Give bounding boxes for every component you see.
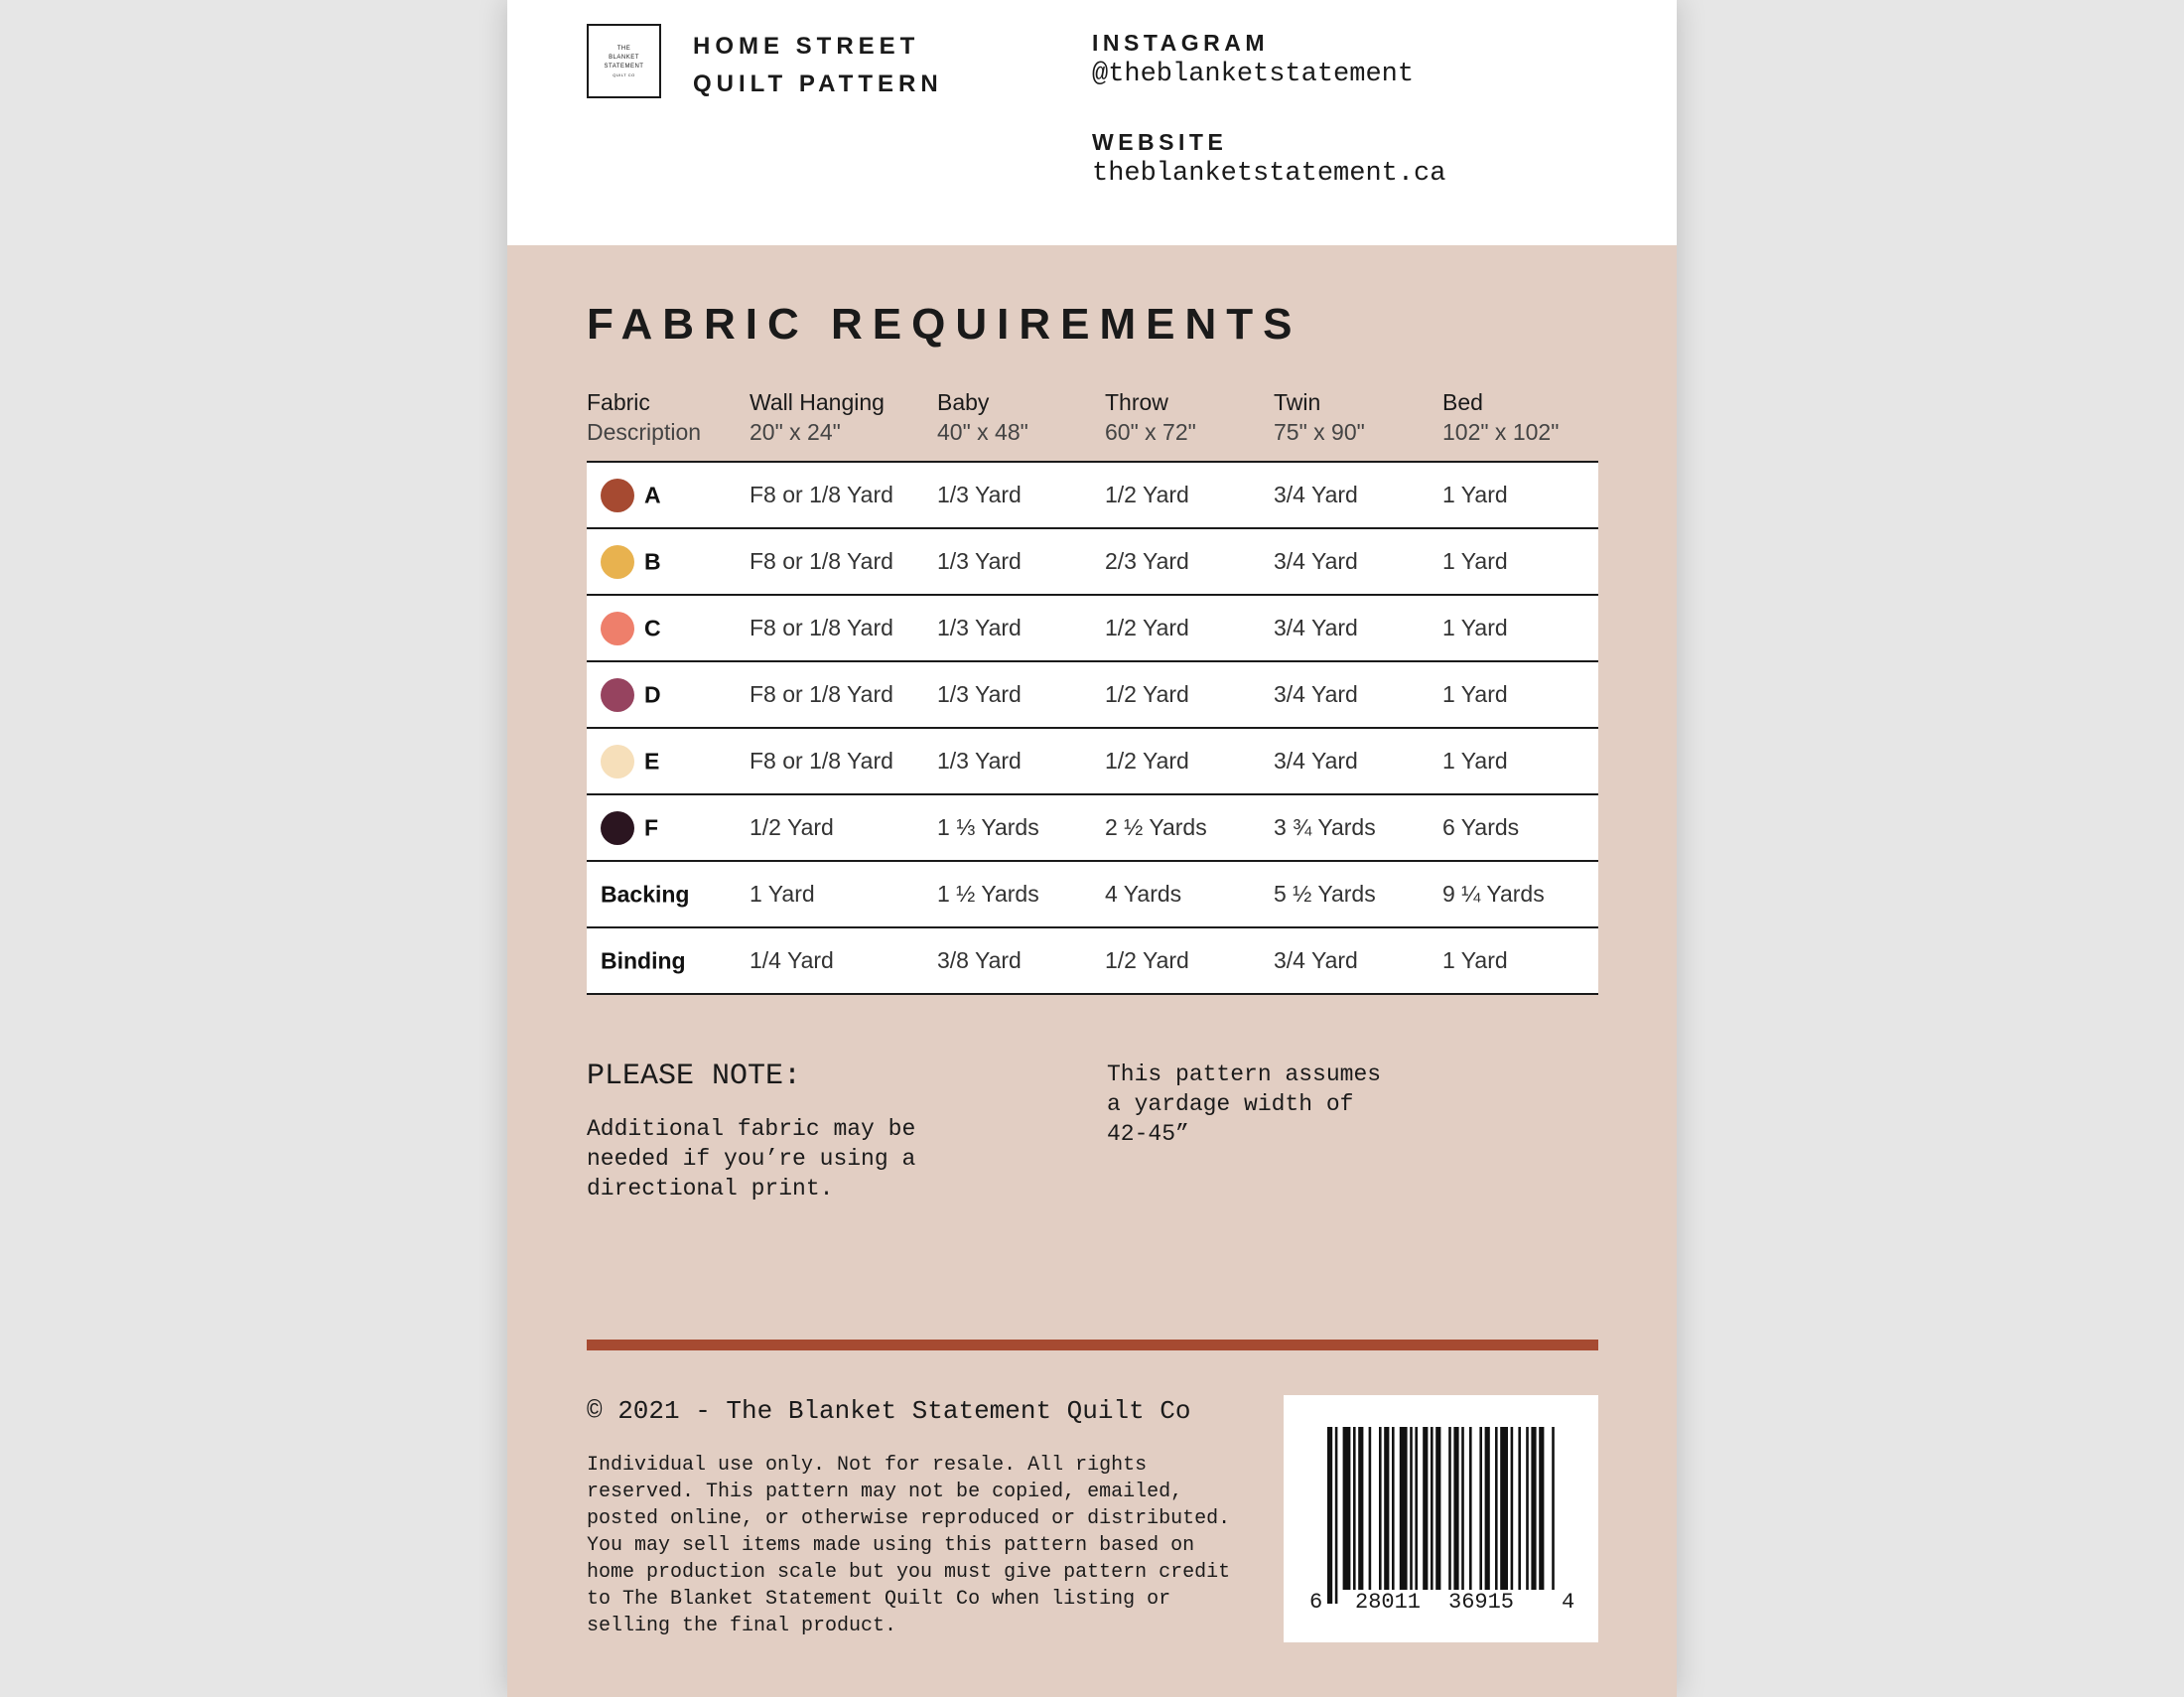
table-row bbox=[587, 728, 1598, 794]
yardage-cell: 3/8 Yard bbox=[937, 947, 1022, 973]
yardage-cell: 1 Yard bbox=[1442, 482, 1508, 507]
fabric-label-cell bbox=[587, 861, 750, 927]
column-header bbox=[937, 387, 1105, 462]
color-swatch bbox=[601, 811, 634, 845]
color-swatch bbox=[601, 678, 634, 712]
barcode-right-digits: 36915 bbox=[1448, 1590, 1515, 1615]
fabric-label-cell bbox=[587, 927, 750, 994]
column-header-size: 40" x 48" bbox=[937, 419, 1028, 445]
yardage-cell: 1/3 Yard bbox=[937, 748, 1022, 774]
fabric-label-cell bbox=[587, 595, 750, 661]
pattern-card bbox=[507, 0, 1677, 1697]
barcode bbox=[1284, 1395, 1598, 1642]
barcode-bar bbox=[1343, 1427, 1351, 1590]
yardage-cell: 1/2 Yard bbox=[1105, 748, 1189, 774]
barcode-bar bbox=[1469, 1427, 1472, 1590]
logo-line: THE bbox=[616, 45, 631, 52]
yardage-cell: 1 Yard bbox=[1442, 947, 1508, 973]
color-swatch bbox=[601, 479, 634, 512]
yardage-cell: 9 ¼ Yards bbox=[1442, 881, 1545, 907]
yardage-cell: 3 ¾ Yards bbox=[1274, 814, 1376, 840]
table-header-row bbox=[587, 387, 1598, 462]
fabric-label-cell bbox=[587, 728, 750, 794]
yardage-cell: 1 Yard bbox=[750, 881, 815, 907]
table-body bbox=[587, 462, 1598, 994]
barcode-bar bbox=[1453, 1427, 1458, 1590]
instagram-label: INSTAGRAM bbox=[1092, 30, 1270, 56]
barcode-bar bbox=[1400, 1427, 1408, 1590]
barcode-bar bbox=[1353, 1427, 1356, 1590]
column-header bbox=[1274, 387, 1442, 462]
fabric-label: Binding bbox=[601, 947, 686, 974]
website-label: WEBSITE bbox=[1092, 129, 1228, 155]
divider-rule bbox=[587, 1340, 1598, 1350]
yardage-cell: F8 or 1/8 Yard bbox=[750, 548, 893, 574]
yardage-cell: 1/2 Yard bbox=[1105, 482, 1189, 507]
column-header-title: Wall Hanging bbox=[750, 389, 885, 415]
fabric-label-cell bbox=[587, 661, 750, 728]
yardage-cell: 6 Yards bbox=[1442, 814, 1520, 840]
note-body: Additional fabric may be needed if you’re using a directional print. bbox=[587, 1116, 916, 1202]
instagram-handle[interactable]: @theblanketstatement bbox=[1092, 60, 1415, 89]
yardage-cell: 1/2 Yard bbox=[750, 814, 834, 840]
column-header-size: Description bbox=[587, 419, 702, 445]
yardage-cell: 1 ⅓ Yards bbox=[937, 814, 1039, 840]
column-header-title: Bed bbox=[1442, 389, 1483, 415]
yardage-cell: 1 Yard bbox=[1442, 681, 1508, 707]
column-header-title: Fabric bbox=[587, 389, 650, 415]
pattern-name bbox=[693, 28, 943, 103]
yardage-cell: 1 Yard bbox=[1442, 615, 1508, 640]
barcode-bar bbox=[1379, 1427, 1382, 1590]
fabric-label: Backing bbox=[601, 881, 690, 908]
column-header-size: 75" x 90" bbox=[1274, 419, 1365, 445]
website-link[interactable]: theblanketstatement.ca bbox=[1092, 159, 1446, 189]
column-header bbox=[587, 387, 750, 462]
fabric-requirements-table bbox=[587, 387, 1598, 995]
yardage-cell: F8 or 1/8 Yard bbox=[750, 615, 893, 640]
table-row bbox=[587, 861, 1598, 927]
color-swatch bbox=[601, 545, 634, 579]
column-header-size: 60" x 72" bbox=[1105, 419, 1196, 445]
barcode-bar bbox=[1327, 1427, 1332, 1604]
yardage-cell: 1/2 Yard bbox=[1105, 681, 1189, 707]
column-header-title: Twin bbox=[1274, 389, 1321, 415]
column-header bbox=[750, 387, 937, 462]
barcode-bar bbox=[1461, 1427, 1464, 1590]
barcode-bar bbox=[1448, 1427, 1451, 1604]
barcode-bars bbox=[1284, 1395, 1598, 1642]
yardage-cell: 2 ½ Yards bbox=[1105, 814, 1207, 840]
yardage-cell: 1 Yard bbox=[1442, 548, 1508, 574]
header bbox=[507, 0, 1677, 245]
yardage-cell: F8 or 1/8 Yard bbox=[750, 748, 893, 774]
table-row bbox=[587, 528, 1598, 595]
table-row bbox=[587, 595, 1598, 661]
barcode-first-digit: 6 bbox=[1309, 1590, 1323, 1615]
yardage-cell: 5 ½ Yards bbox=[1274, 881, 1376, 907]
barcode-bar bbox=[1384, 1427, 1389, 1590]
fabric-label: E bbox=[644, 748, 660, 774]
barcode-bar bbox=[1423, 1427, 1428, 1590]
barcode-bar bbox=[1431, 1427, 1433, 1590]
yardage-cell: 1 Yard bbox=[1442, 748, 1508, 774]
column-header-size: 20" x 24" bbox=[750, 419, 841, 445]
yardage-cell: 1/4 Yard bbox=[750, 947, 834, 973]
fabric-label-cell bbox=[587, 794, 750, 861]
fabric-label: A bbox=[644, 482, 661, 507]
logo-line: BLANKET bbox=[609, 54, 639, 61]
column-header-title: Throw bbox=[1105, 389, 1168, 415]
yardage-cell: 1/3 Yard bbox=[937, 681, 1022, 707]
barcode-last-digit: 4 bbox=[1562, 1590, 1575, 1615]
legal-text: Individual use only. Not for resale. All rights reserved. This pattern may not be copied, emailed, posted online, or otherwise reproduced or distributed. You may sell items made using this pattern based on home production scale but you must give pattern credit to The Blanket Statement Quilt Co when listing or selling the final product. bbox=[587, 1454, 1231, 1637]
fabric-label-cell bbox=[587, 462, 750, 528]
barcode-bar bbox=[1479, 1427, 1482, 1590]
table-row bbox=[587, 661, 1598, 728]
table-row bbox=[587, 794, 1598, 861]
barcode-bar bbox=[1335, 1427, 1338, 1604]
column-header bbox=[1442, 387, 1598, 462]
logo-line: QUILT CO bbox=[613, 71, 635, 77]
barcode-left-digits: 28011 bbox=[1355, 1590, 1422, 1615]
section-title: FABRIC REQUIREMENTS bbox=[587, 300, 1302, 349]
barcode-bar bbox=[1392, 1427, 1395, 1590]
barcode-bar bbox=[1435, 1427, 1440, 1590]
table-row bbox=[587, 462, 1598, 528]
fabric-label-cell bbox=[587, 528, 750, 595]
barcode-bar bbox=[1531, 1427, 1536, 1590]
barcode-bar bbox=[1358, 1427, 1363, 1590]
yardage-cell: 3/4 Yard bbox=[1274, 681, 1358, 707]
barcode-bar bbox=[1500, 1427, 1508, 1590]
yardage-cell: 3/4 Yard bbox=[1274, 615, 1358, 640]
column-header bbox=[1105, 387, 1274, 462]
contact-info bbox=[1092, 27, 1445, 190]
note-title: PLEASE NOTE: bbox=[587, 1060, 802, 1093]
column-header-size: 102" x 102" bbox=[1442, 419, 1560, 445]
barcode-bar bbox=[1410, 1427, 1413, 1590]
yardage-cell: 4 Yards bbox=[1105, 881, 1182, 907]
logo-line: STATEMENT bbox=[604, 63, 644, 70]
yardage-cell: 2/3 Yard bbox=[1105, 548, 1189, 574]
yardage-cell: F8 or 1/8 Yard bbox=[750, 681, 893, 707]
yardage-cell: 3/4 Yard bbox=[1274, 548, 1358, 574]
yardage-cell: 1/3 Yard bbox=[937, 615, 1022, 640]
fabric-label: F bbox=[644, 814, 659, 840]
copyright: © 2021 - The Blanket Statement Quilt Co bbox=[587, 1396, 1191, 1426]
fabric-label: B bbox=[644, 548, 661, 574]
barcode-bar bbox=[1511, 1427, 1514, 1590]
color-swatch bbox=[601, 745, 634, 778]
yardage-cell: 1/2 Yard bbox=[1105, 947, 1189, 973]
yardage-cell: 3/4 Yard bbox=[1274, 947, 1358, 973]
barcode-bar bbox=[1369, 1427, 1372, 1590]
yardage-cell: 3/4 Yard bbox=[1274, 482, 1358, 507]
pattern-name-line1: HOME STREET bbox=[693, 33, 920, 60]
brand-logo bbox=[587, 24, 661, 98]
color-swatch bbox=[601, 612, 634, 645]
yardage-cell: 3/4 Yard bbox=[1274, 748, 1358, 774]
barcode-bar bbox=[1526, 1427, 1529, 1590]
fabric-label: C bbox=[644, 615, 661, 640]
barcode-bar bbox=[1495, 1427, 1498, 1590]
barcode-bar bbox=[1539, 1427, 1544, 1590]
barcode-bar bbox=[1552, 1427, 1555, 1590]
note-yardage-width: This pattern assumes a yardage width of 42-45” bbox=[1107, 1061, 1382, 1147]
fabric-label: D bbox=[644, 681, 661, 707]
yardage-cell: 1/2 Yard bbox=[1105, 615, 1189, 640]
pattern-name-line2: QUILT PATTERN bbox=[693, 71, 943, 97]
column-header-title: Baby bbox=[937, 389, 990, 415]
barcode-bar bbox=[1518, 1427, 1521, 1590]
yardage-cell: 1/3 Yard bbox=[937, 548, 1022, 574]
yardage-cell: F8 or 1/8 Yard bbox=[750, 482, 893, 507]
barcode-bar bbox=[1485, 1427, 1490, 1590]
barcode-bar bbox=[1415, 1427, 1418, 1590]
table-row bbox=[587, 927, 1598, 994]
yardage-cell: 1 ½ Yards bbox=[937, 881, 1039, 907]
yardage-cell: 1/3 Yard bbox=[937, 482, 1022, 507]
